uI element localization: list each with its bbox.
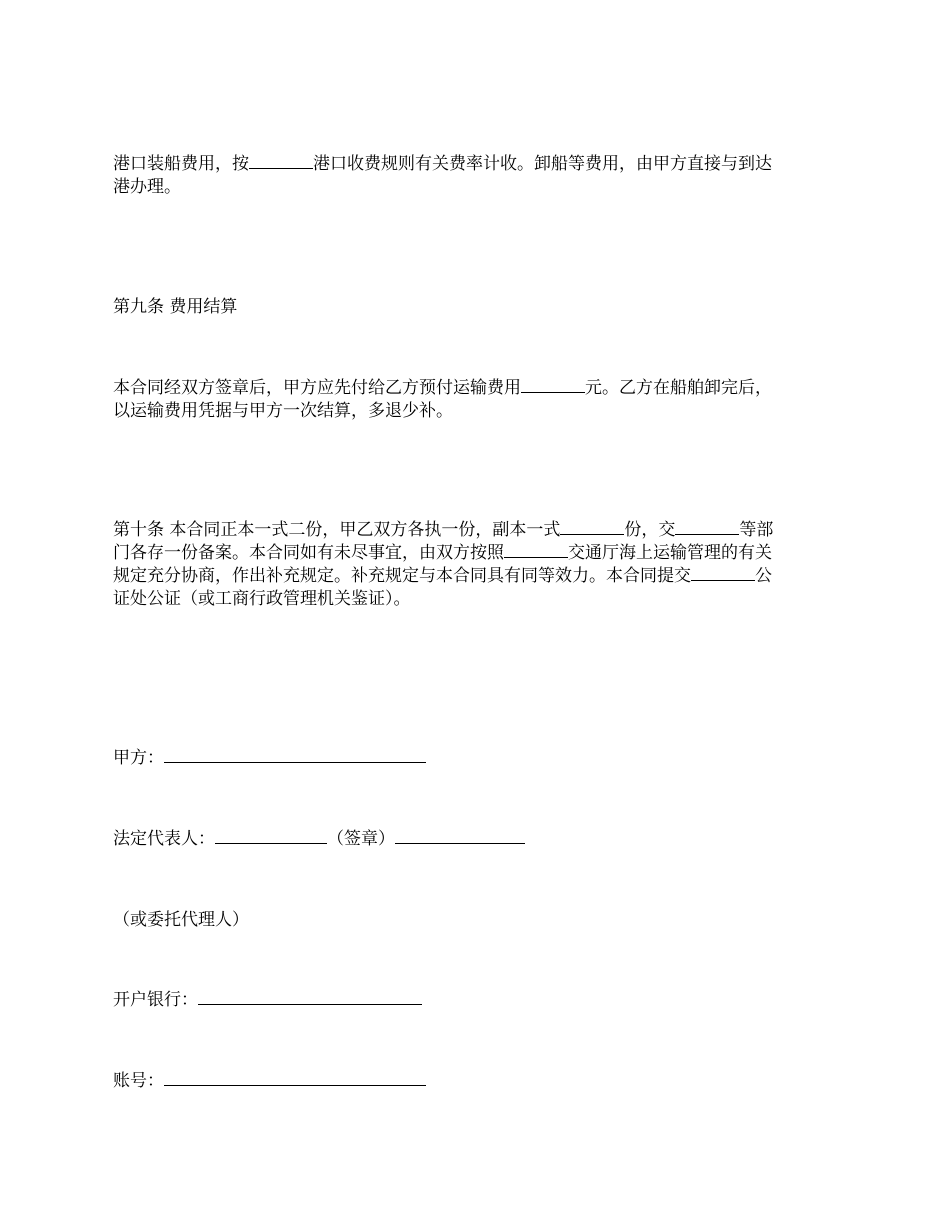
article-10-text-e: 交通厅海上运输管理的有关	[568, 543, 772, 563]
article-10-text-c: 等部	[739, 520, 774, 540]
article-9-heading-text: 第九条 费用结算	[113, 297, 238, 317]
bank-blank	[198, 989, 422, 1005]
blank-field	[504, 542, 568, 558]
article-9-line-2	[113, 400, 453, 422]
port-fee-text-b: 港口收费规则有关费率计收。卸船等费用，由甲方直接与到达	[313, 154, 772, 174]
agent-line	[113, 909, 249, 931]
account-line	[113, 1070, 426, 1092]
account-blank	[164, 1070, 426, 1086]
blank-field	[249, 153, 313, 169]
article-10-line-1	[113, 519, 773, 541]
article-9-text-a: 本合同经双方签章后，甲方应先付给乙方预付运输费用	[113, 378, 521, 398]
article-10-line-4	[113, 588, 411, 610]
article-9-text-c: 以运输费用凭据与甲方一次结算，多退少补。	[113, 401, 453, 421]
party-a-label: 甲方：	[113, 748, 164, 768]
port-fee-line-1	[113, 153, 772, 175]
article-9-heading	[113, 296, 237, 318]
bank-label: 开户银行：	[113, 990, 198, 1010]
article-10-text-g: 公	[755, 566, 772, 586]
port-fee-line-2	[113, 176, 181, 198]
blank-field	[691, 565, 755, 581]
article-10-text-f: 规定充分协商，作出补充规定。补充规定与本合同具有同等效力。本合同提交	[113, 566, 691, 586]
seal-label: （签章）	[327, 829, 395, 849]
representative-label: 法定代表人：	[113, 829, 215, 849]
article-9-text-b: 元。乙方在船舶卸完后，	[585, 378, 772, 398]
article-10-text-d: 门各存一份备案。本合同如有未尽事宜，由双方按照	[113, 543, 504, 563]
article-10-line-3	[113, 565, 772, 587]
party-a-blank	[164, 747, 426, 763]
port-fee-text-c: 港办理。	[113, 177, 181, 197]
article-10-text-a: 第十条 本合同正本一式二份，甲乙双方各执一份，副本一式	[113, 520, 561, 540]
article-10-text-b: 份，交	[624, 520, 676, 540]
article-10-text-h: 证处公证（或工商行政管理机关鉴证）。	[113, 589, 411, 609]
party-a-line	[113, 747, 426, 769]
agent-label: （或委托代理人）	[113, 910, 249, 930]
port-fee-text-a: 港口装船费用，按	[113, 154, 249, 174]
representative-line	[113, 828, 525, 850]
representative-blank	[215, 828, 327, 844]
blank-field	[560, 519, 624, 535]
blank-field	[521, 377, 585, 393]
article-9-line-1	[113, 377, 772, 399]
seal-blank	[395, 828, 525, 844]
blank-field	[675, 519, 739, 535]
article-10-line-2	[113, 542, 772, 564]
bank-line	[113, 989, 422, 1011]
account-label: 账号：	[113, 1071, 164, 1091]
